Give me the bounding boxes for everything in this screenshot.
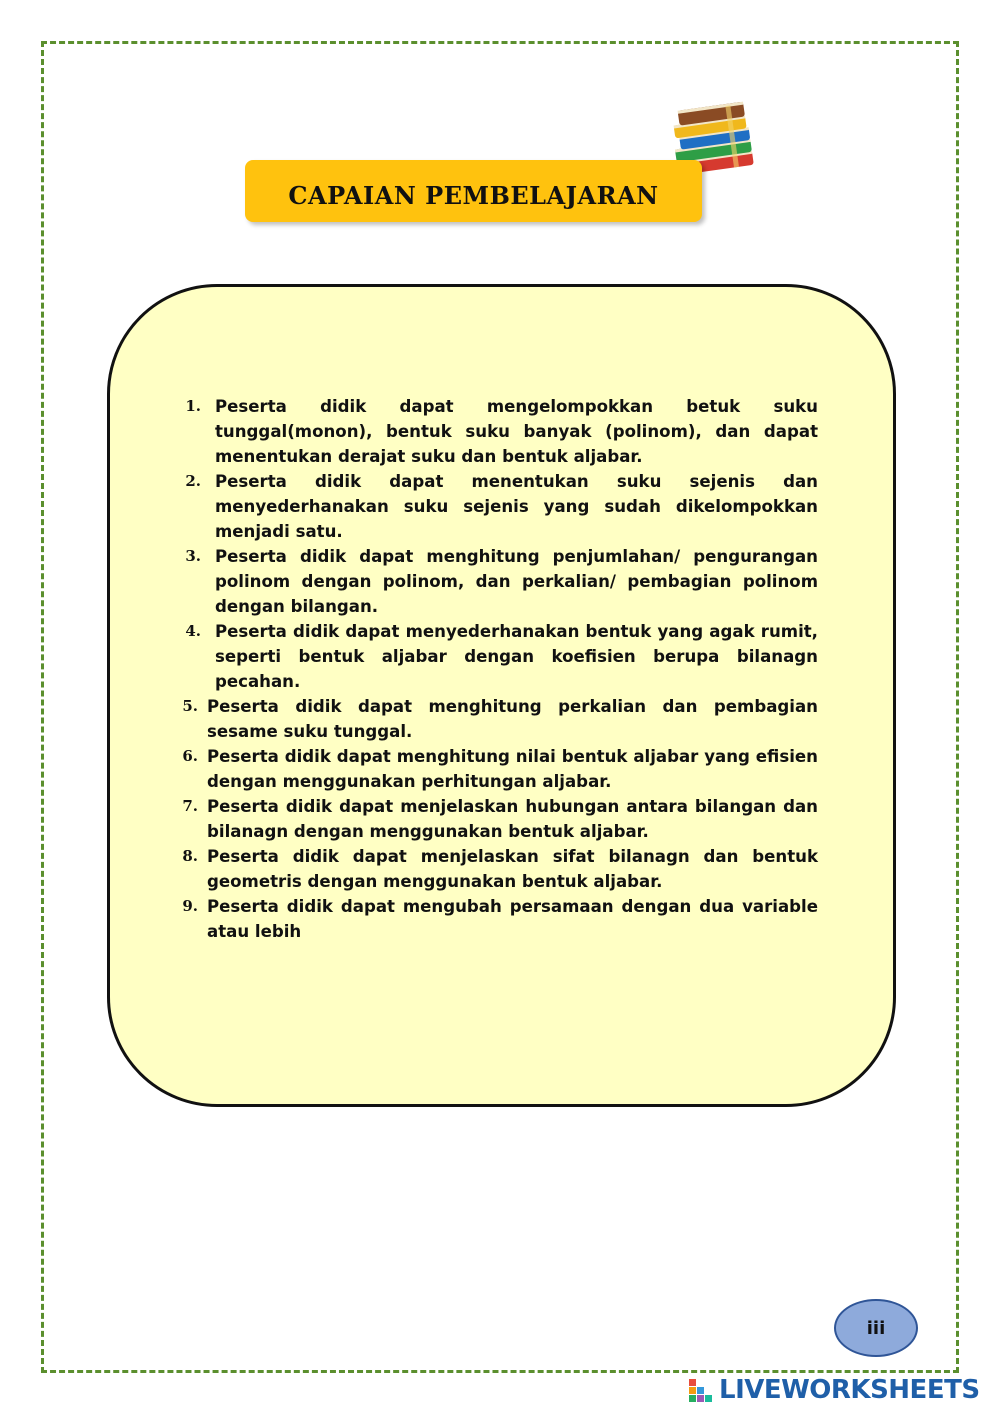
list-item-text: Peserta didik dapat menjelaskan hubungan antara bilangan dan bilanagn dengan menggunakan bentuk aljabar. — [207, 797, 818, 841]
list-item — [170, 694, 818, 744]
page-title: CAPAIAN PEMBELAJARAN — [288, 180, 659, 210]
list-item-text: Peserta didik dapat menyederhanakan bentuk yang agak rumit, seperti bentuk aljabar dengan koefisien berupa bilanagn pecahan. — [215, 622, 818, 691]
list-item-text: Peserta didik dapat mengubah persamaan dengan dua variable atau lebih — [207, 897, 818, 941]
list-item — [170, 619, 818, 694]
list-item-text: Peserta didik dapat menghitung nilai bentuk aljabar yang efisien dengan menggunakan perhitungan aljabar. — [207, 747, 818, 791]
list-item-number: 8. — [182, 847, 198, 865]
list-item — [170, 844, 818, 894]
list-item — [170, 469, 818, 544]
liveworksheets-logo-icon — [689, 1377, 715, 1403]
list-item — [170, 544, 818, 619]
liveworksheets-brand[interactable] — [689, 1375, 980, 1405]
brand-name: LIVEWORKSHEETS — [719, 1375, 980, 1405]
list-item-number: 4. — [185, 622, 201, 640]
page-number: iii — [866, 1317, 886, 1339]
list-item-number: 9. — [182, 897, 198, 915]
list-item — [170, 744, 818, 794]
page-number-badge — [834, 1299, 918, 1357]
list-item-text: Peserta didik dapat menjelaskan sifat bilanagn dan bentuk geometris dengan menggunakan bentuk aljabar. — [207, 847, 818, 891]
title-banner — [245, 160, 702, 222]
list-item-text: Peserta didik dapat menghitung penjumlahan/ pengurangan polinom dengan polinom, dan perkalian/ pembagian polinom dengan bilangan. — [215, 547, 818, 616]
objectives-list — [170, 394, 818, 944]
list-item-number: 6. — [182, 747, 198, 765]
list-item — [170, 794, 818, 844]
list-item-number: 7. — [182, 797, 198, 815]
list-item-text: Peserta didik dapat mengelompokkan betuk suku tunggal(monon), bentuk suku banyak (polinom), dan dapat menentukan derajat suku dan bentuk aljabar. — [215, 397, 818, 466]
list-item-number: 2. — [185, 472, 201, 490]
list-item-number: 3. — [185, 547, 201, 565]
list-item-number: 1. — [185, 397, 201, 415]
list-item-text: Peserta didik dapat menghitung perkalian dan pembagian sesame suku tunggal. — [207, 697, 818, 741]
list-item-number: 5. — [182, 697, 198, 715]
list-item — [170, 394, 818, 469]
list-item-text: Peserta didik dapat menentukan suku sejenis dan menyederhanakan suku sejenis yang sudah dikelompokkan menjadi satu. — [215, 472, 818, 541]
list-item — [170, 894, 818, 944]
